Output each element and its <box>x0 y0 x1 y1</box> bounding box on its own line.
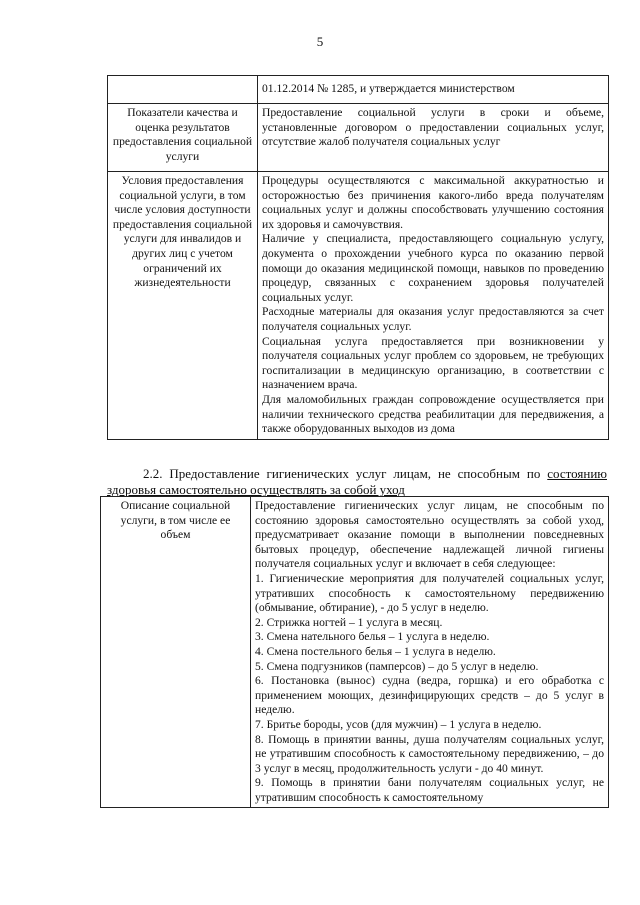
section-number: 2.2. <box>143 466 163 481</box>
paragraph: Социальная услуга предоставляется при возникновении у получателя социальных услуг проблем со здоровьем, не требующих госпитализации в медицинскую организацию, в соответствии с назначением врача. <box>262 334 604 392</box>
paragraph: Предоставление гигиенических услуг лицам, не способным по состоянию здоровья самостоятельно осуществлять за собой уход, предусматривает оказание помощи в выполнении повседневных бытовых процедур, обеспечение надлежащей личной гигиены получателя социальных услуг и включает в себя следующее: <box>255 499 604 571</box>
section-title-part2: состоянию здоровья самостоятельно осуществлять за собой уход <box>107 466 607 497</box>
conditions-table <box>107 75 609 440</box>
service-description-label: Описание социальной услуги, в том числе ее объем <box>101 497 251 808</box>
quality-indicators-value: Предоставление социальной услуги в сроки и объеме, установленные договором о предоставлении социальных услуг, отсутствие жалоб получателя социальных услуг <box>258 104 609 172</box>
paragraph: Расходные материалы для оказания услуг предоставляются за счет получателя социальных услуг. <box>262 305 604 333</box>
conditions-value <box>258 172 609 440</box>
list-item: 7. Бритье бороды, усов (для мужчин) – 1 услуга в неделю. <box>255 717 542 731</box>
table-cell-empty <box>108 76 258 104</box>
service-description-table <box>100 496 609 808</box>
list-item: 6. Постановка (вынос) судна (ведра, горшка) и его обработка с применением моющих, дезинфицирующих средств – до 5 услуг в неделю. <box>255 674 604 717</box>
list-item: 3. Смена нательного белья – 1 услуга в неделю. <box>255 630 490 644</box>
page-number: 5 <box>316 34 324 49</box>
list-item: 8. Помощь в принятии ванны, душа получателям социальных услуг, не утратившим способность к самостоятельному передвижению, – до 3 услуг в месяц, продолжительность услуги - до 40 минут. <box>255 732 604 775</box>
order-reference-cell: 01.12.2014 № 1285, и утверждается министерством <box>258 76 609 104</box>
list-item: 4. Смена постельного белья – 1 услуга в неделю. <box>255 644 496 658</box>
list-item: 1. Гигиенические мероприятия для получателей социальных услуг, утративших способность к самостоятельному передвижению (обмывание, обтирание), - до 5 услуг в неделю. <box>255 571 604 615</box>
paragraph: Наличие у специалиста, предоставляющего социальную услугу, документа о прохождении учебного курса по оказанию первой помощи до оказания медицинской помощи, навыков по проведению процедур, связанных с сохранением здоровья получателей социальных услуг. <box>262 232 604 304</box>
section-title-part1: Предоставление гигиенических услуг лицам, не способным по <box>169 466 541 481</box>
section-heading <box>107 466 607 498</box>
table-row <box>108 172 609 440</box>
conditions-label: Условия предоставления социальной услуги, в том числе условия доступности предоставления социальной услуги для инвалидов и других лиц с учетом ограничений их жизнедеятельности <box>108 172 258 440</box>
quality-indicators-label: Показатели качества и оценка результатов предоставления социальной услуги <box>108 104 258 172</box>
table-row <box>108 76 609 104</box>
table-row <box>101 497 609 808</box>
list-item: 2. Стрижка ногтей – 1 услуга в месяц. <box>255 615 443 629</box>
service-description-value <box>251 497 609 808</box>
paragraph: Процедуры осуществляются с максимальной аккуратностью и осторожностью без причинения какого-либо вреда получателям социальных услуг и должны способствовать улучшению состояния их здоровья и самочувствия. <box>262 174 604 231</box>
list-item: 9. Помощь в принятии бани получателям социальных услуг, не утратившим способность к самостоятельному <box>255 776 604 804</box>
table-row <box>108 104 609 172</box>
list-item: 5. Смена подгузников (памперсов) – до 5 услуг в неделю. <box>255 659 539 673</box>
paragraph: Для маломобильных граждан сопровождение осуществляется при наличии технического средства реабилитации для передвижения, а также оборудованных выходов из дома <box>262 392 604 436</box>
